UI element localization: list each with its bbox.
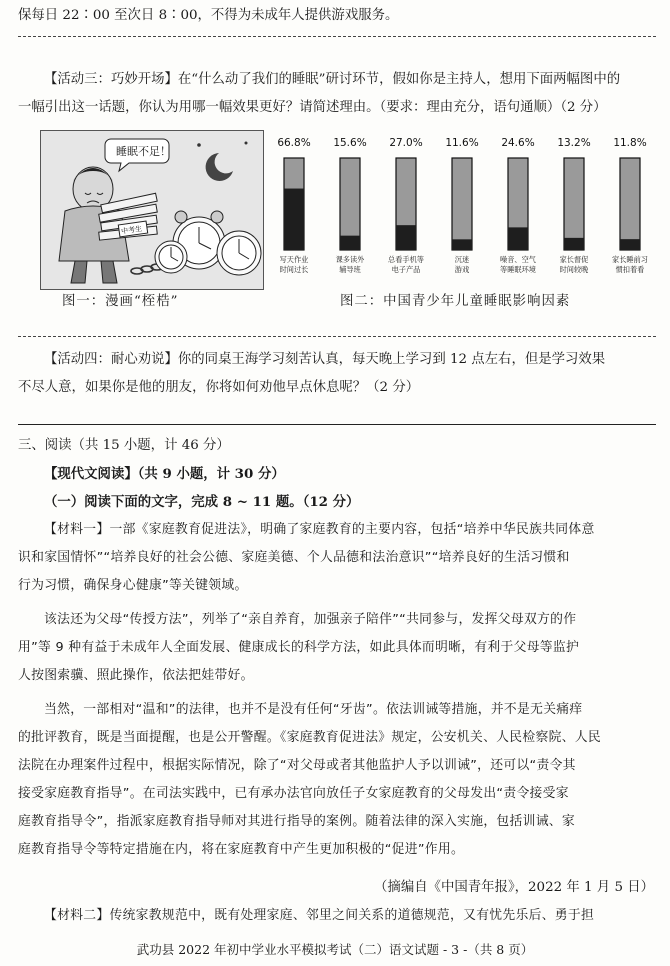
alarm-clock-icon bbox=[217, 231, 261, 275]
cartoon-figure bbox=[40, 130, 264, 290]
figure1-caption: 图一：漫画“桎梏” bbox=[62, 294, 179, 309]
category-label: 辅导班 bbox=[339, 265, 361, 274]
activity4-text: 不尽人意，如果你是他的朋友，你将如何劝他早点休息呢？（2 分） bbox=[18, 380, 420, 395]
divider bbox=[18, 424, 656, 425]
data-label: 11.6% bbox=[445, 137, 479, 149]
bar-track bbox=[620, 158, 640, 250]
category-label: 时间较晚 bbox=[559, 265, 589, 274]
paragraph-line: 【材料二】传统家教规范中，既有处理家庭、邻里之间关系的道德规范，又有忧先乐后、勇于担 bbox=[44, 908, 595, 923]
category-label: 电子产品 bbox=[391, 265, 421, 274]
category-label: 游戏 bbox=[454, 265, 470, 274]
bar bbox=[452, 239, 472, 250]
page-footer: 武功县 2022 年初中学业水平模拟考试（二）语文试题 - 3 -（共 8 页） bbox=[136, 942, 534, 957]
bar bbox=[620, 239, 640, 250]
bar bbox=[340, 236, 360, 250]
bar-track bbox=[452, 158, 472, 250]
data-label: 27.0% bbox=[389, 137, 423, 149]
divider bbox=[18, 36, 656, 37]
paragraph-line: 人按图索骥、照此操作，依法把娃带好。 bbox=[18, 668, 254, 683]
category-label: 写天作业 bbox=[279, 255, 309, 264]
paragraph-line: 接受家庭教育指导”。在司法实践中，已有承办法官向放任子女家庭教育的父母发出“责令接受家 bbox=[18, 786, 569, 801]
paragraph-line: 庭教育指导令”，指派家庭教育指导师对其进行指导的案例。随着法律的深入实施，包括训诫、家 bbox=[18, 814, 575, 829]
question-instruction: （一）阅读下面的文字，完成 8 ~ 11 题。（12 分） bbox=[44, 494, 360, 510]
activity3-text: 【活动三：巧妙开场】在“什么动了我们的睡眠”研讨环节，假如你是主持人，想用下面两幅图中的 bbox=[44, 72, 621, 87]
text-line: 保每日 22∶00 至次日 8∶00，不得为未成年人提供游戏服务。 bbox=[18, 8, 399, 23]
paragraph-line: 法院在办理案件过程中，根据实际情况，除了“对父母或者其他监护人予以训诫”，还可以“责令其 bbox=[18, 758, 576, 773]
bar bbox=[564, 238, 584, 250]
cartoon-illustration bbox=[41, 131, 263, 289]
paragraph-line: 当然，一部相对“温和”的法律，也并不是没有任何“牙齿”。依法训诫等措施，并不是无关痛痒 bbox=[44, 702, 583, 717]
bar bbox=[284, 189, 304, 250]
data-label: 24.6% bbox=[501, 137, 535, 149]
figure2-caption: 图二：中国青少年儿童睡眠影响因素 bbox=[340, 294, 571, 309]
badge-text: 中考生 bbox=[120, 224, 143, 236]
activity3-text: 一幅引出这一话题，你认为用哪一幅效果更好？请简述理由。（要求：理由充分，语句通顺）（2 分） bbox=[18, 100, 607, 115]
paragraph-line: 庭教育指导令等特定措施在内，将在家庭教育中产生更加积极的“促进”作用。 bbox=[18, 842, 465, 857]
bar bbox=[396, 225, 416, 250]
section-heading: 三、阅读（共 15 小题，计 46 分） bbox=[18, 438, 230, 453]
speech-text: 睡眠不足！ bbox=[116, 145, 171, 158]
data-label: 13.2% bbox=[557, 137, 591, 149]
paragraph-line: 识和家国情怀”“培养良好的社会公德、家庭美德、个人品德和法治意识”“培养良好的生活习惯和 bbox=[18, 550, 570, 565]
activity4-text: 【活动四：耐心劝说】你的同桌王海学习刻苦认真，每天晚上学习到 12 点左右，但是学习效果 bbox=[44, 352, 606, 367]
category-label: 课多读外 bbox=[335, 255, 365, 264]
sleep-factors-chart bbox=[266, 130, 658, 294]
data-label: 11.8% bbox=[613, 137, 647, 149]
category-label: 时间过长 bbox=[279, 265, 309, 274]
divider bbox=[18, 336, 656, 337]
category-label: 总看手机等 bbox=[388, 255, 424, 264]
data-label: 15.6% bbox=[333, 137, 367, 149]
paragraph-line: 【材料一】一部《家庭教育促进法》，明确了家庭教育的主要内容，包括“培养中华民族共同体意 bbox=[44, 522, 595, 537]
paragraph-line: 的批评教育，既是当面提醒，也是公开警醒。《家庭教育促进法》规定，公安机关、人民检察院、人民 bbox=[18, 730, 601, 745]
paragraph-line: 用”等 9 种有益于未成年人全面发展、健康成长的科学方法，如此具体而明晰，有利于父母等监护 bbox=[18, 640, 580, 655]
bar-track bbox=[564, 158, 584, 250]
category-label: 沉迷 bbox=[454, 255, 470, 264]
category-label: 家长睡前习 bbox=[612, 255, 648, 264]
paragraph-line: 行为习惯，确保身心健康”等关键领域。 bbox=[18, 578, 248, 593]
category-label: 惯扣着看 bbox=[615, 265, 645, 274]
subsection-heading: 【现代文阅读】（共 9 小题，计 30 分） bbox=[44, 466, 285, 482]
paragraph-line: 该法还为父母“传授方法”，列举了“亲自养育，加强亲子陪伴”“共同参与，发挥父母双方的作 bbox=[44, 612, 577, 627]
category-label: 等睡眠环境 bbox=[500, 265, 536, 274]
alarm-clock-icon bbox=[155, 241, 187, 273]
bar bbox=[508, 227, 528, 250]
category-label: 家长督促 bbox=[559, 255, 589, 264]
data-label: 66.8% bbox=[277, 137, 311, 149]
category-label: 噪音、空气 bbox=[500, 255, 536, 264]
source-citation: （摘编自《中国青年报》，2022 年 1 月 5 日） bbox=[374, 880, 654, 895]
